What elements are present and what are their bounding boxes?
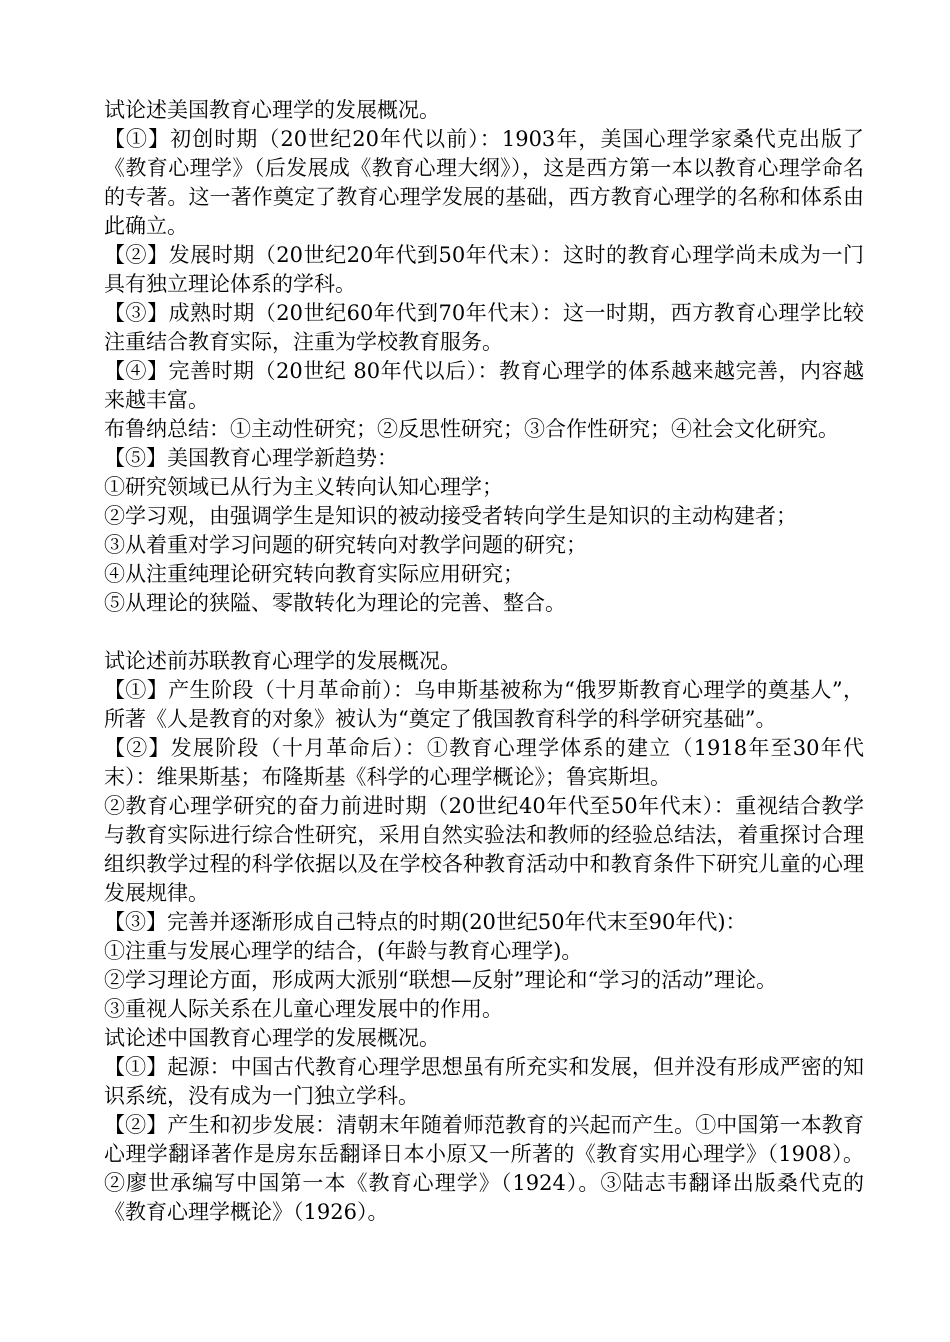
paragraph: 【②】产生和初步发展：清朝末年随着师范教育的兴起而产生。①中国第一本教育心理学翻译著作是房东岳翻译日本小原又一所著的《教育实用心理学》（1908）。②廖世承编写中国第一本《教育心理学》（1924）。③陆志韦翻译出版桑代克的《教育心理学概论》（1926）。 [104,1113,864,1224]
paragraph: 【⑤】美国教育心理学新趋势： [104,446,398,470]
blank-line [104,618,864,647]
section-title: 试论述前苏联教育心理学的发展概况。 [104,649,461,673]
paragraph: 【①】产生阶段（十月革命前）：乌申斯基被称为“俄罗斯教育心理学的奠基人”，所著《人是教育的对象》被认为“奠定了俄国教育科学的科学研究基础”。 [104,678,864,731]
section-ussr [104,647,864,1024]
paragraph: 【③】完善并逐渐形成自己特点的时期(20世纪50年代末至90年代)： [104,910,747,934]
paragraph: 【①】起源：中国古代教育心理学思想虽有所充实和发展，但并没有形成严密的知识系统，没有成为一门独立学科。 [104,1055,864,1108]
list-item: ②学习理论方面，形成两大派别“联想—反射”理论和“学习的活动”理论。 [104,968,777,992]
list-item: ①注重与发展心理学的结合，(年龄与教育心理学)。 [104,939,583,963]
list-item: ②学习观，由强调学生是知识的被动接受者转向学生是知识的主动构建者； [104,504,797,528]
list-item: ③从着重对学习问题的研究转向对教学问题的研究； [104,533,587,557]
section-title: 试论述中国教育心理学的发展概况。 [104,1026,440,1050]
section-china [104,1024,864,1227]
list-item: ①研究领域已从行为主义转向认知心理学； [104,475,503,499]
paragraph: 布鲁纳总结：①主动性研究；②反思性研究；③合作性研究；④社会文化研究。 [104,417,839,441]
section-title: 试论述美国教育心理学的发展概况。 [104,98,440,122]
paragraph: 【②】发展阶段（十月革命后）：①教育心理学体系的建立（1918年至30年代末）：维果斯基；布隆斯基《科学的心理学概论》；鲁宾斯坦。 [104,736,864,789]
paragraph: 【②】发展时期（20世纪20年代到50年代末）：这时的教育心理学尚未成为一门具有独立理论体系的学科。 [104,243,864,296]
list-item: ④从注重纯理论研究转向教育实际应用研究； [104,562,524,586]
paragraph: 【④】完善时期（20世纪 80年代以后）：教育心理学的体系越来越完善，内容越来越丰富。 [104,359,864,412]
paragraph: ②教育心理学研究的奋力前进时期（20世纪40年代至50年代末）：重视结合教学与教育实际进行综合性研究，采用自然实验法和教师的经验总结法，着重探讨合理组织教学过程的科学依据以及在学校各种教育活动中和教育条件下研究儿童的心理发展规律。 [104,794,864,905]
paragraph: 【①】初创时期（20世纪20年代以前）：1903年，美国心理学家桑代克出版了《教育心理学》（后发展成《教育心理大纲》），这是西方第一本以教育心理学命名的专著。这一著作奠定了教育心理学发展的基础，西方教育心理学的名称和体系由此确立。 [104,127,864,238]
document-page [104,96,864,1227]
paragraph: 【③】成熟时期（20世纪60年代到70年代末）：这一时期，西方教育心理学比较注重结合教育实际，注重为学校教育服务。 [104,301,864,354]
section-usa [104,96,864,618]
list-item: ③重视人际关系在儿童心理发展中的作用。 [104,997,503,1021]
list-item: ⑤从理论的狭隘、零散转化为理论的完善、整合。 [104,591,566,615]
